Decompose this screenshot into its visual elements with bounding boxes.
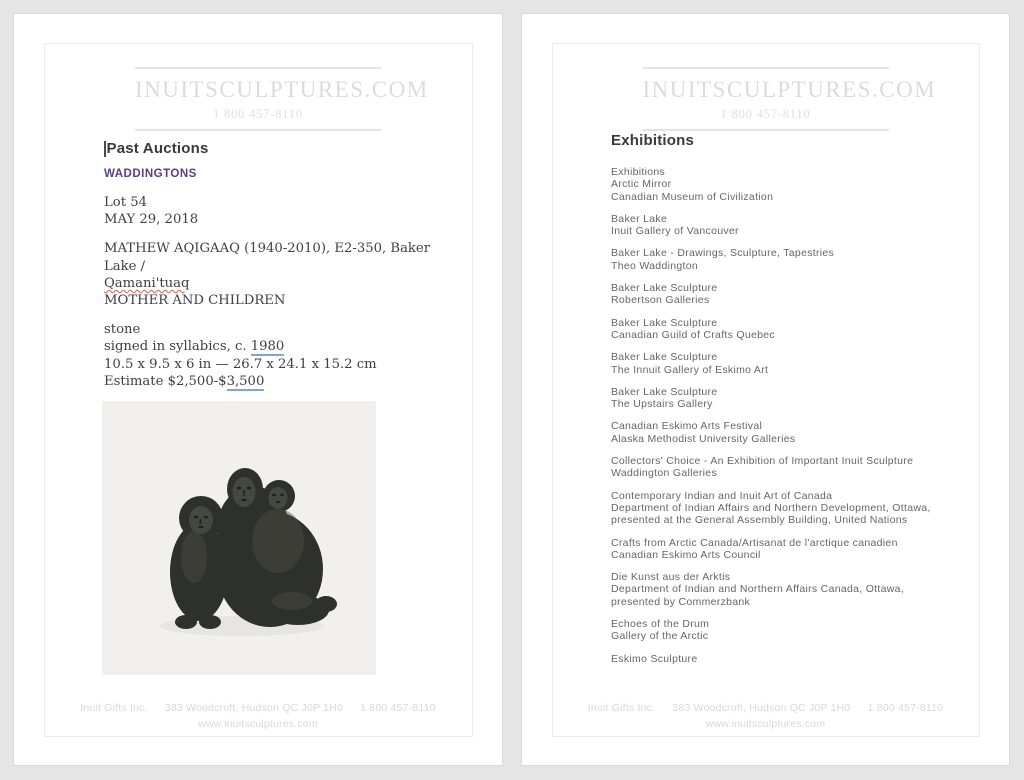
artwork-image	[102, 401, 376, 675]
exhibition-line: Arctic Mirror	[611, 178, 672, 191]
exhibitions-list	[611, 166, 981, 665]
auction-house-label: WADDINGTONS	[104, 168, 197, 180]
exhibition-line: Baker Lake Sculpture	[611, 385, 718, 398]
text-cursor	[104, 141, 106, 157]
page-footer	[14, 702, 502, 730]
exhibition-line: Baker Lake Sculpture	[611, 351, 718, 364]
exhibition-line: The Upstairs Gallery	[611, 398, 713, 411]
exhibition-line: Collectors' Choice - An Exhibition of Important Inuit Sculpture	[611, 455, 914, 468]
header-rule-top	[135, 67, 381, 69]
lot-header	[104, 194, 454, 228]
exhibition-group	[611, 351, 981, 376]
page-title	[104, 140, 454, 157]
footer-company: Inuit Gifts Inc.	[80, 702, 148, 714]
suggested-edit-year[interactable]: 1980	[250, 339, 285, 355]
page-title-label: Exhibitions	[611, 132, 695, 149]
material: stone	[104, 322, 141, 338]
lot-details	[104, 321, 454, 390]
page-past-auctions	[13, 13, 503, 766]
exhibition-line: Die Kunst aus der Arktis	[611, 571, 731, 584]
exhibition-group	[611, 420, 981, 445]
exhibition-group	[611, 618, 981, 643]
exhibition-line: Canadian Eskimo Arts Council	[611, 548, 761, 561]
footer-address: 383 Woodcroft, Hudson QC J0P 1H0	[672, 702, 851, 714]
exhibition-group	[611, 282, 981, 307]
exhibition-line: Canadian Museum of Civilization	[611, 190, 774, 203]
exhibition-group	[611, 213, 981, 238]
dimensions: 10.5 x 9.5 x 6 in — 26.7 x 24.1 x 15.2 cm	[104, 356, 377, 372]
exhibition-line: Robertson Galleries	[611, 294, 710, 307]
footer-contact-line	[522, 702, 1009, 714]
page-footer	[522, 702, 1009, 730]
sculpture-illustration	[102, 401, 376, 675]
exhibition-line: Baker Lake Sculpture	[611, 316, 718, 329]
site-logo: INUITSCULPTURES.COM	[135, 77, 429, 102]
exhibition-line: The Innuit Gallery of Eskimo Art	[611, 363, 769, 376]
exhibition-line: Canadian Eskimo Arts Festival	[611, 420, 763, 433]
site-phone: 1 800 457-8110	[213, 107, 303, 121]
site-header	[135, 67, 429, 131]
site-header	[642, 67, 937, 131]
exhibition-line: Echoes of the Drum	[611, 618, 710, 631]
past-auctions-content[interactable]	[104, 140, 454, 419]
page-exhibitions	[521, 13, 1010, 766]
exhibition-group	[611, 317, 981, 342]
exhibition-line: Department of Indian and Northern Affairs Canada, Ottawa,	[611, 583, 904, 596]
exhibition-group	[611, 490, 981, 527]
exhibition-line: Gallery of the Arctic	[611, 630, 709, 643]
footer-website: www.inuitsculptures.com	[705, 718, 826, 730]
page-title	[611, 132, 981, 149]
footer-address: 383 Woodcroft, Hudson QC J0P 1H0	[164, 702, 343, 714]
suggested-edit-estimate[interactable]: 3,500	[226, 373, 265, 389]
exhibition-line: Canadian Guild of Crafts Quebec	[611, 328, 775, 341]
footer-website: www.inuitsculptures.com	[198, 718, 318, 730]
estimate-line: Estimate $2,500-$3,500	[104, 373, 265, 389]
header-rule-bottom	[135, 129, 381, 131]
exhibition-group	[611, 247, 981, 272]
page-title-label: Past Auctions	[106, 140, 209, 157]
exhibition-group	[611, 537, 981, 562]
site-logo: INUITSCULPTURES.COM	[642, 77, 937, 102]
exhibition-line: Crafts from Arctic Canada/Artisanat de l'arctique canadien	[611, 536, 898, 549]
signature-line: signed in syllabics, c. 1980	[104, 339, 285, 355]
header-rule-bottom	[643, 129, 889, 131]
exhibition-line: Baker Lake Sculpture	[611, 282, 718, 295]
exhibition-group	[611, 653, 981, 665]
exhibition-line: Alaska Methodist University Galleries	[611, 432, 796, 445]
header-rule-top	[643, 67, 889, 69]
auction-date: MAY 29, 2018	[104, 212, 199, 228]
lot-number: Lot 54	[104, 195, 147, 210]
exhibition-line: presented by Commerzbank	[611, 595, 751, 608]
artist-community-misspelled: Qamani'tuaq	[104, 275, 190, 291]
site-phone: 1 800 457-8110	[720, 107, 811, 121]
exhibition-line: Baker Lake	[611, 212, 668, 225]
exhibition-group	[611, 455, 981, 480]
exhibition-line: Theo Waddington	[611, 259, 698, 272]
footer-phone: 1 800 457-8110	[360, 702, 436, 714]
footer-company: Inuit Gifts Inc.	[587, 702, 656, 714]
artwork-title: MOTHER AND CHILDREN	[104, 293, 286, 309]
exhibition-group	[611, 571, 981, 608]
exhibition-line: Exhibitions	[611, 166, 666, 178]
footer-phone: 1 800 457-8110	[867, 702, 944, 714]
exhibition-line: Department of Indian Affairs and Northern Development, Ottawa,	[611, 501, 931, 514]
exhibition-line: Baker Lake - Drawings, Sculpture, Tapestries	[611, 247, 835, 260]
footer-contact-line	[14, 702, 502, 714]
exhibition-line: Waddington Galleries	[611, 467, 717, 480]
artist-block	[104, 240, 454, 309]
exhibitions-content[interactable]	[611, 132, 981, 675]
exhibition-line: Eskimo Sculpture	[611, 652, 698, 665]
exhibition-group	[611, 166, 981, 203]
artist-line: MATHEW AQIGAAQ (1940-2010), E2-350, Baker Lake /	[104, 241, 431, 274]
exhibition-line: presented at the General Assembly Building, United Nations	[611, 514, 908, 527]
exhibition-line: Inuit Gallery of Vancouver	[611, 225, 739, 238]
exhibition-line: Contemporary Indian and Inuit Art of Canada	[611, 489, 833, 502]
exhibition-group	[611, 386, 981, 411]
